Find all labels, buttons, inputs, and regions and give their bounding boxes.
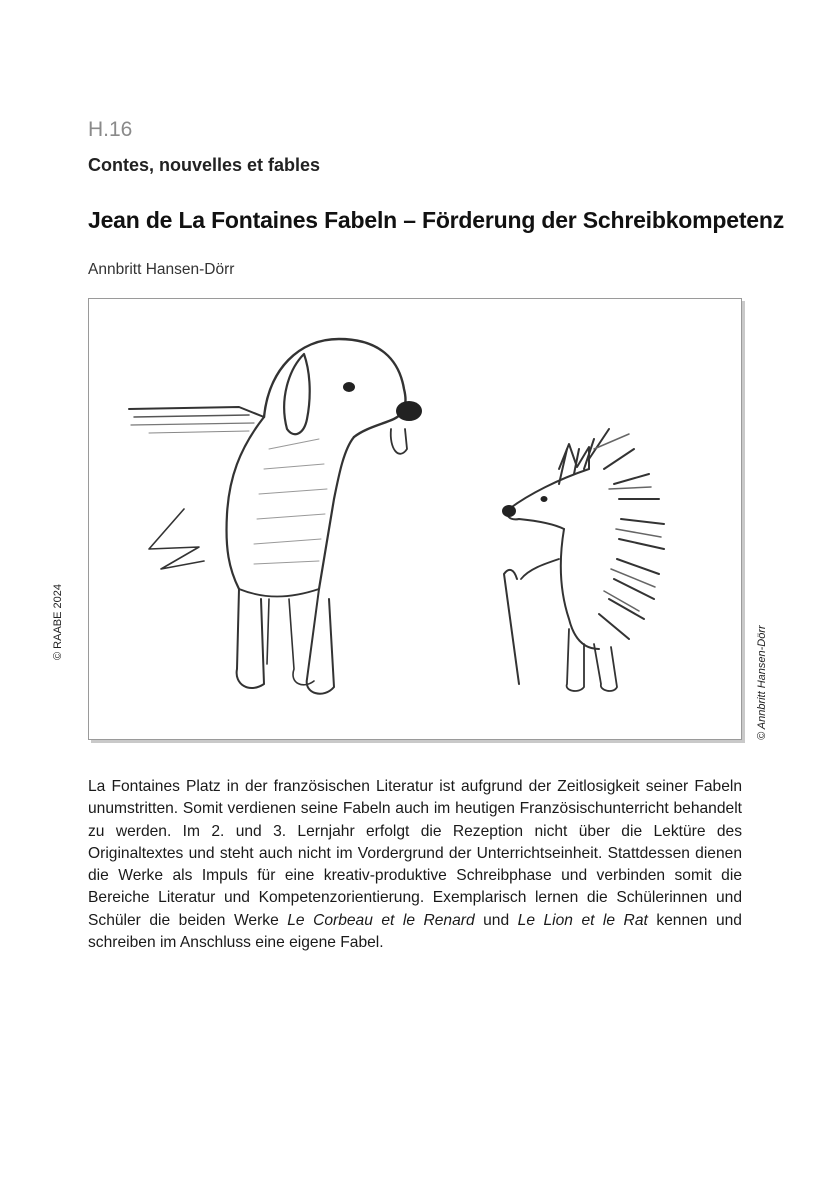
work-title-corbeau: Le Corbeau et le Renard (287, 911, 475, 929)
intro-text-part1: La Fontaines Platz in der französischen Literatur ist aufgrund der Zeitlosigkeit seiner Fabeln unumstritten. Somit verdienen seine Fabeln auch im heutigen Französischunterricht behandelt zu werden. Im 2. und 3. Lernjahr erfolgt die Rezeption nicht über die Lektüre des Originaltextes und steht auch nicht im Vordergrund der Unterrichtseinheit. Stattdessen dienen die Werke als Impuls für eine kreativ-produktive Schreibphase und verbinden somit die Bereiche Literatur und Kompetenzorientierung. Exemplarisch lernen die Schülerinnen und Schüler die beiden Werke (88, 778, 742, 929)
intro-text-part2: und (474, 911, 518, 929)
intro-text-part3: kennen und schreiben im Anschluss eine eigene Fabel. (88, 911, 742, 952)
series-title: Contes, nouvelles et fables (88, 155, 321, 175)
hedgehog-drawing (502, 429, 664, 691)
fable-illustration (88, 298, 742, 740)
page-title: Jean de La Fontaines Fabeln – Förderung der Schreibkompetenz (88, 207, 785, 233)
intro-paragraph (88, 776, 742, 954)
illustrator-copyright: © Annbritt Hansen-Dörr (756, 625, 768, 740)
work-title-lion: Le Lion et le Rat (517, 911, 648, 929)
dog-drawing (129, 339, 422, 694)
author-name: Annbritt Hansen-Dörr (88, 261, 235, 278)
publisher-copyright: © RAABE 2024 (52, 584, 64, 660)
unit-code: H.16 (88, 118, 133, 141)
